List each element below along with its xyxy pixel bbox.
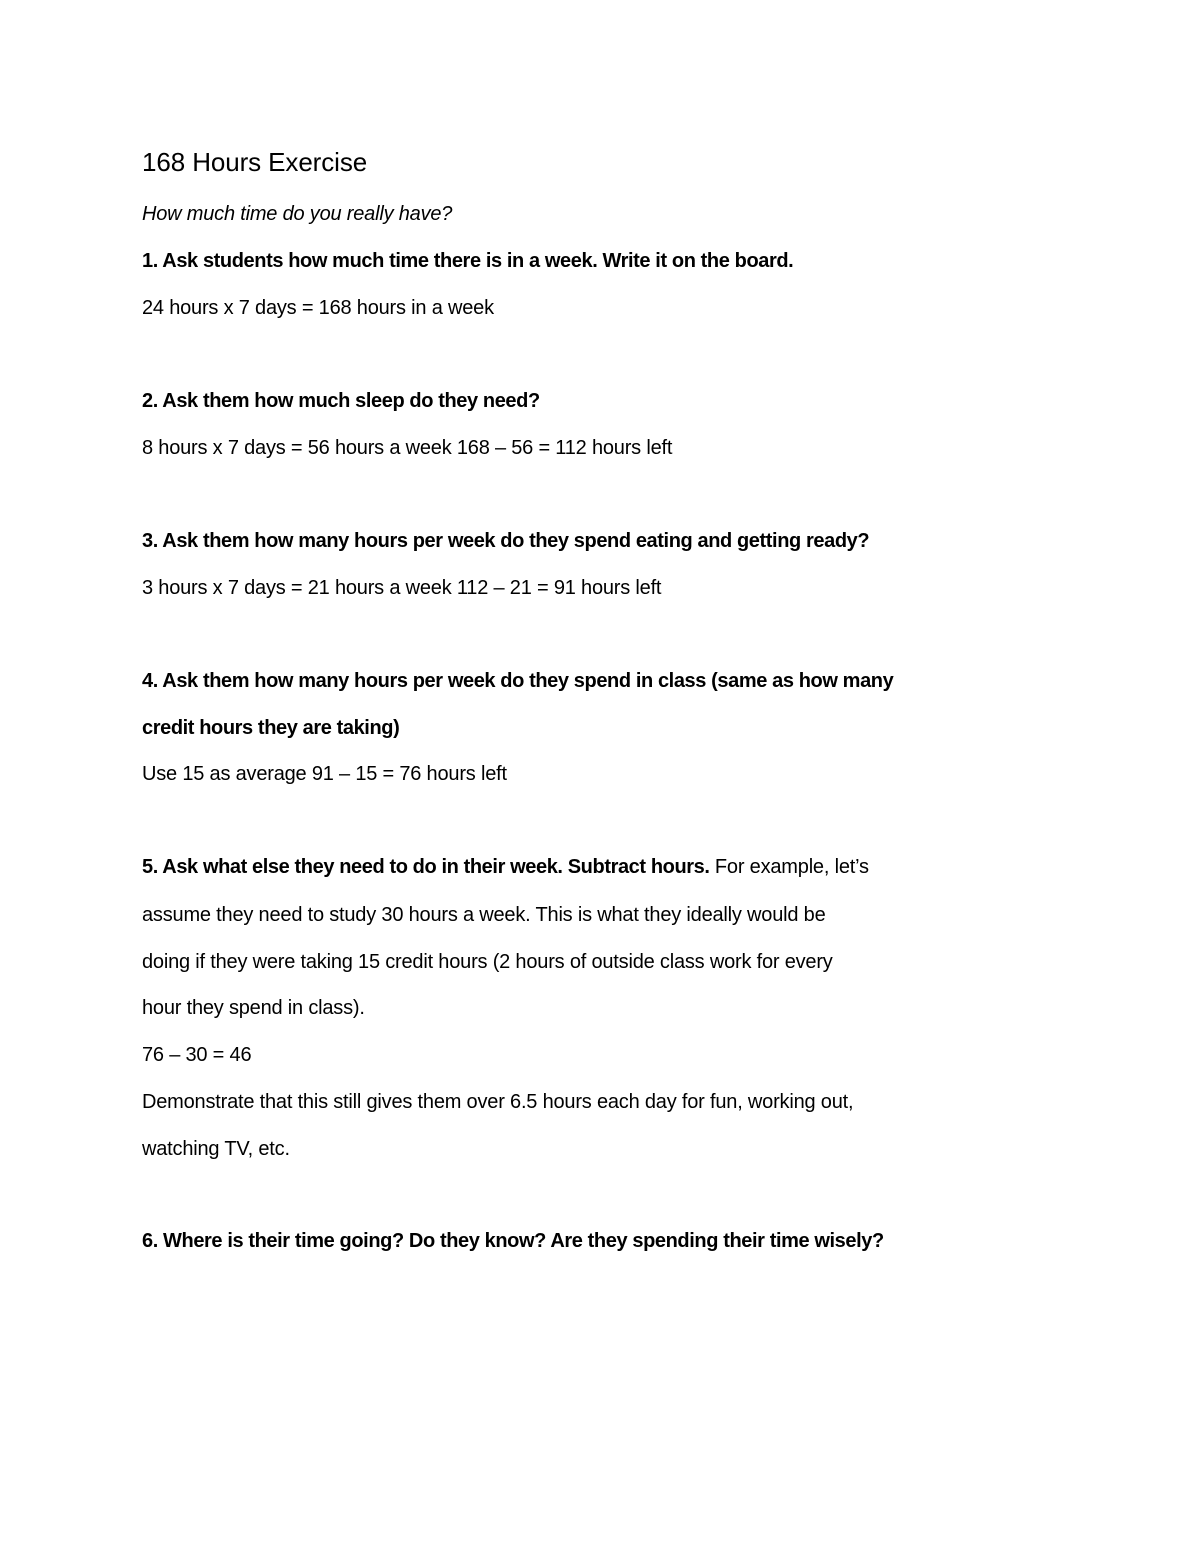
step-1-question: 1. Ask students how much time there is in a week. Write it on the board. bbox=[142, 250, 794, 272]
step-6-question: 6. Where is their time going? Do they know? Are they spending their time wisely? bbox=[142, 1230, 884, 1252]
step-1-answer: 24 hours x 7 days = 168 hours in a week bbox=[142, 297, 494, 319]
step-5-line-3: doing if they were taking 15 credit hours (2 hours of outside class work for every bbox=[142, 951, 833, 973]
step-3-answer: 3 hours x 7 days = 21 hours a week 112 – 21 = 91 hours left bbox=[142, 577, 662, 599]
step-2-question: 2. Ask them how much sleep do they need? bbox=[142, 390, 540, 412]
step-5-line-4: hour they spend in class). bbox=[142, 997, 365, 1019]
step-4-question-line-1: 4. Ask them how many hours per week do they spend in class (same as how many bbox=[142, 670, 894, 692]
document-title: 168 Hours Exercise bbox=[142, 147, 368, 177]
step-5-question: 5. Ask what else they need to do in their week. Subtract hours. bbox=[142, 856, 710, 878]
step-5-demo-line-2: watching TV, etc. bbox=[142, 1138, 290, 1160]
step-2-answer: 8 hours x 7 days = 56 hours a week 168 – 56 = 112 hours left bbox=[142, 437, 673, 459]
step-5-calculation: 76 – 30 = 46 bbox=[142, 1044, 252, 1066]
document-subtitle: How much time do you really have? bbox=[142, 203, 453, 225]
step-5-example-start: For example, let’s bbox=[709, 856, 869, 878]
step-4-question-line-2: credit hours they are taking) bbox=[142, 717, 400, 739]
step-5-line-1 bbox=[142, 855, 869, 879]
step-5-demo-line-1: Demonstrate that this still gives them over 6.5 hours each day for fun, working out, bbox=[142, 1091, 854, 1113]
step-5-line-2: assume they need to study 30 hours a week. This is what they ideally would be bbox=[142, 904, 826, 926]
step-3-question: 3. Ask them how many hours per week do they spend eating and getting ready? bbox=[142, 530, 870, 552]
step-4-answer: Use 15 as average 91 – 15 = 76 hours left bbox=[142, 763, 507, 785]
